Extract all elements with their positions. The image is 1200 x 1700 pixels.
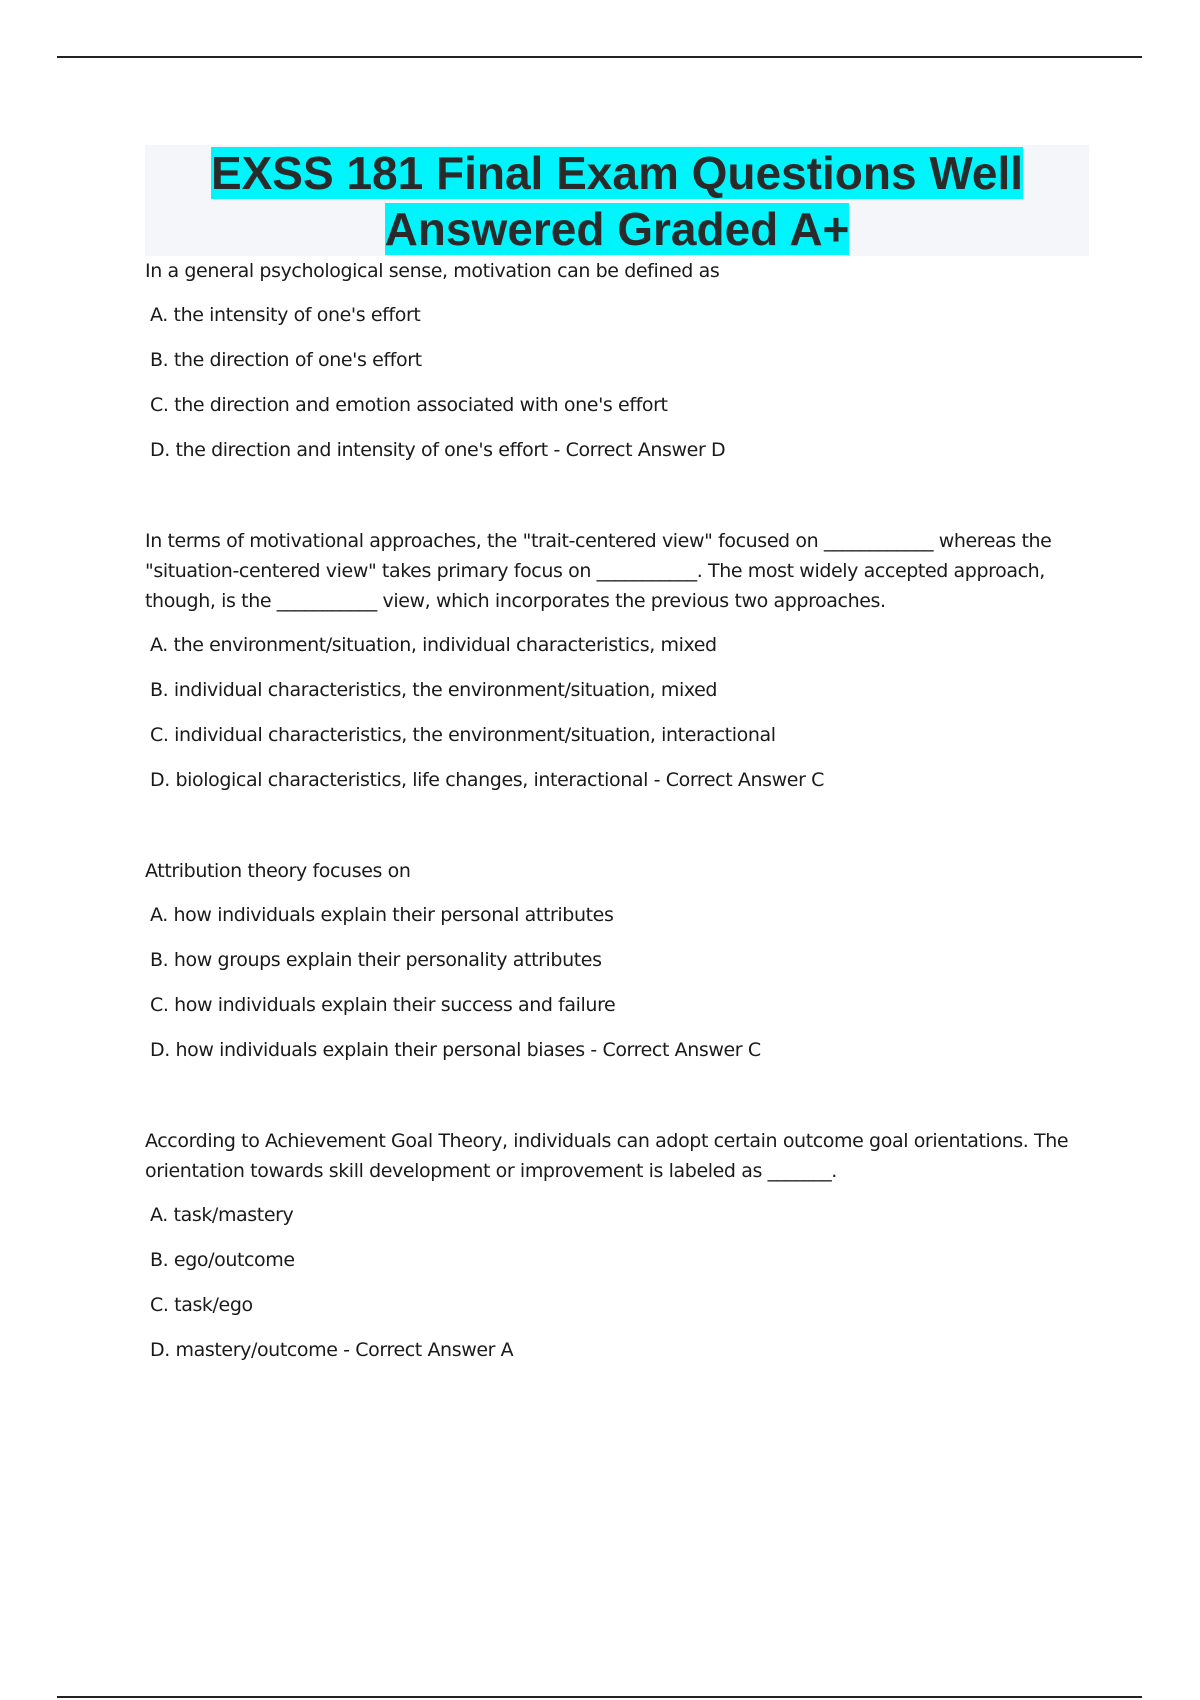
- question-4: [145, 1126, 1075, 1365]
- title-line-2: Answered Graded A+: [384, 203, 850, 255]
- option-a: A. the intensity of one's effort: [150, 304, 421, 326]
- option-d-answer: D. how individuals explain their personal biases - Correct Answer C: [150, 1039, 761, 1061]
- option-a: A. the environment/situation, individual characteristics, mixed: [150, 634, 717, 656]
- option-d-answer: D. biological characteristics, life changes, interactional - Correct Answer C: [150, 769, 825, 791]
- option-c: C. individual characteristics, the environment/situation, interactional: [150, 724, 776, 746]
- question-text: In a general psychological sense, motivation can be defined as: [145, 260, 720, 282]
- option-a: A. task/mastery: [150, 1204, 294, 1226]
- option-d-answer: D. mastery/outcome - Correct Answer A: [150, 1339, 514, 1361]
- question-3: [145, 856, 1075, 1065]
- option-b: B. how groups explain their personality attributes: [150, 949, 602, 971]
- title-line-1: EXSS 181 Final Exam Questions Well: [210, 147, 1024, 199]
- document-title: [145, 145, 1089, 256]
- option-b: B. individual characteristics, the environment/situation, mixed: [150, 679, 718, 701]
- option-c: C. the direction and emotion associated with one's effort: [150, 394, 668, 416]
- question-text: In terms of motivational approaches, the "trait-centered view" focused on ____________ whereas the "situation-centered view" takes primary focus on ___________. The most widely accepted approach, though, is the ___________ view, which incorporates the previous two approaches.: [145, 530, 1052, 612]
- option-b: B. the direction of one's effort: [150, 349, 422, 371]
- question-text: According to Achievement Goal Theory, individuals can adopt certain outcome goal orientations. The orientation towards skill development or improvement is labeled as _______.: [145, 1130, 1069, 1182]
- option-d-answer: D. the direction and intensity of one's effort - Correct Answer D: [150, 439, 726, 461]
- question-2: [145, 526, 1075, 795]
- option-c: C. task/ego: [150, 1294, 253, 1316]
- top-rule: [57, 56, 1142, 58]
- option-a: A. how individuals explain their personal attributes: [150, 904, 614, 926]
- question-text: Attribution theory focuses on: [145, 860, 411, 882]
- question-list: [145, 256, 1075, 1380]
- bottom-rule: [57, 1696, 1142, 1698]
- question-1: [145, 256, 1075, 465]
- option-c: C. how individuals explain their success and failure: [150, 994, 616, 1016]
- option-b: B. ego/outcome: [150, 1249, 295, 1271]
